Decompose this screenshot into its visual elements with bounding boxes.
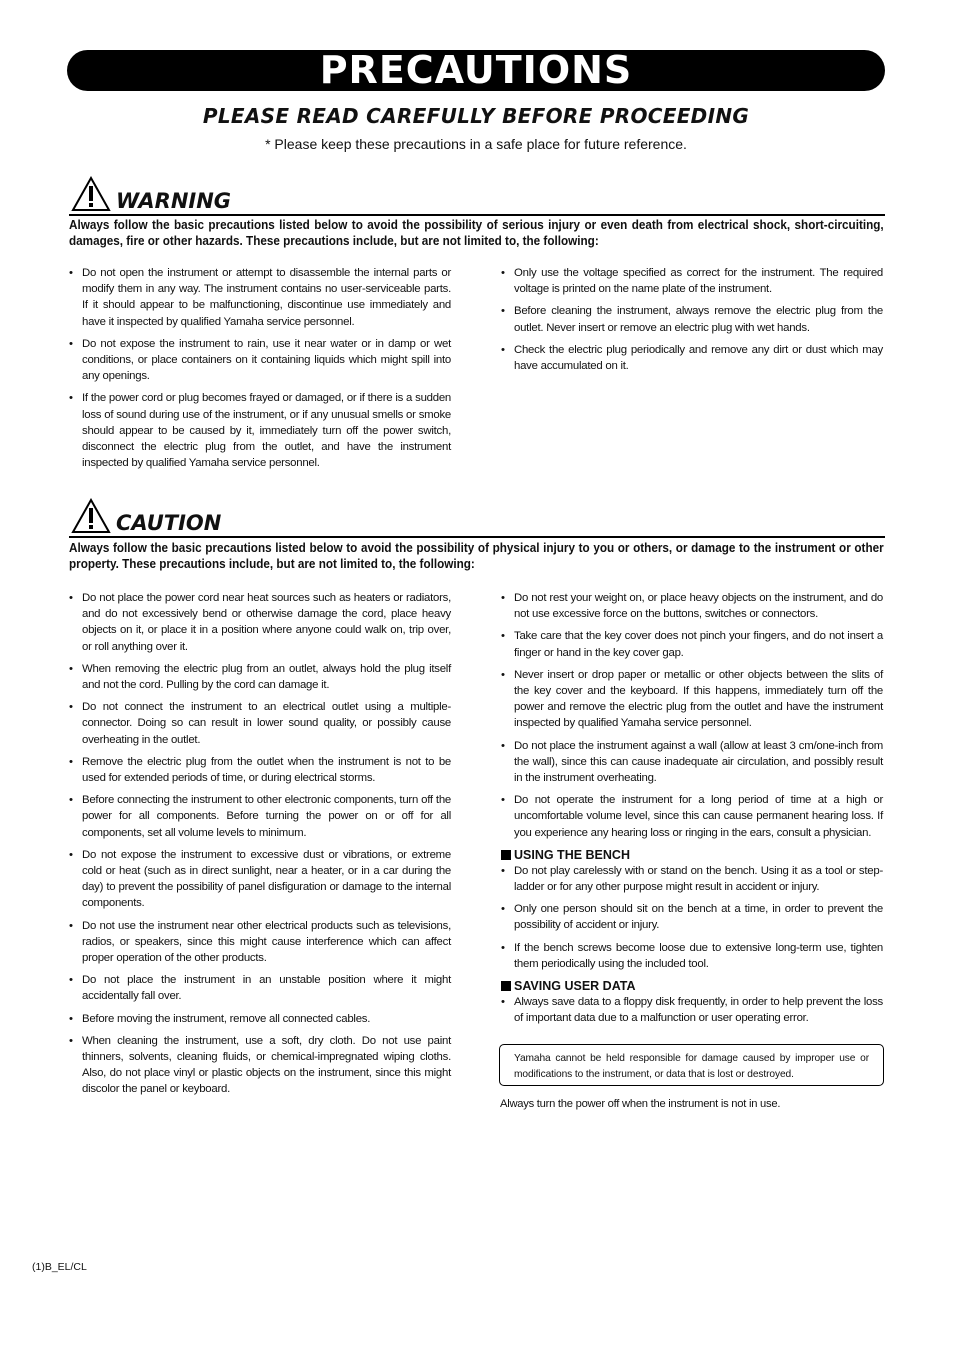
bullet-icon: • bbox=[501, 592, 505, 604]
precaution-text: Only use the voltage specified as correct for the instrument. The required voltage is printed on the name plate of the instrument. bbox=[514, 267, 883, 296]
caution-intro: Always follow the basic precautions listed below to avoid the possibility of physical injury to you or others, or damage to the instrument or other property. These precautions include, but are not limited to, the following: bbox=[69, 541, 884, 571]
bullet-icon: • bbox=[69, 1012, 73, 1025]
bullet-icon: • bbox=[501, 668, 505, 681]
page-subtitle: PLEASE READ CAREFULLY BEFORE PROCEEDING bbox=[202, 104, 750, 128]
precaution-item bbox=[501, 994, 883, 1026]
bullet-icon: • bbox=[501, 794, 505, 807]
bullet-icon: • bbox=[69, 1034, 73, 1047]
precaution-text: When cleaning the instrument, use a soft, dry cloth. Do not use paint thinners, solvents, cleaning fluids, or chemical-impregnated wiping cloths. Also, do not place vinyl or plastic objects on the instrument, since this might discolor the panel or keyboard. bbox=[82, 1034, 451, 1096]
precaution-text: If the power cord or plug becomes frayed or damaged, or if there is a sudden loss of sound during use of the instrument, or if any unusual smells or smoke should appear to be caused by it, immediately turn off the power switch, disconnect the electric plug from the outlet, and have the instrument inspected by qualified Yamaha service personnel. bbox=[82, 392, 451, 470]
precaution-text: Do not place the power cord near heat sources such as heaters or radiators, and do not excessively bend or otherwise damage the cord, place heavy objects on it, or place it in a position where anyone could walk on, trip over, or roll anything over it. bbox=[82, 592, 451, 653]
precaution-text: Never insert or drop paper or metallic or other objects between the slits of the key cover and the keyboard. If this happens, immediately turn off the power and remove the electric plug from the outlet and have the instrument inspected by qualified Yamaha service personnel. bbox=[514, 668, 883, 730]
bullet-icon: • bbox=[501, 903, 505, 916]
liability-notice: Yamaha cannot be held responsible for damage caused by improper use or modifications to the instrument, or data that is lost or destroyed. bbox=[499, 1044, 884, 1086]
precaution-item bbox=[69, 847, 451, 912]
warning-intro: Always follow the basic precautions listed below to avoid the possibility of serious injury or even death from electrical shock, short-circuiting, damages, fire or other hazards. These precautions include, but are not limited to, the following: bbox=[69, 218, 884, 248]
precaution-text: Check the electric plug periodically and remove any dirt or dust which may have accumulated on it. bbox=[514, 343, 883, 373]
bullet-icon: • bbox=[501, 864, 505, 877]
warning-triangle-icon bbox=[71, 176, 111, 212]
precaution-item bbox=[69, 336, 451, 385]
bench-subheading: USING THE BENCH bbox=[501, 847, 883, 863]
precaution-text: Before cleaning the instrument, always remove the electric plug from the outlet. Never insert or remove an electric plug with wet hands. bbox=[514, 305, 883, 334]
precaution-text: When removing the electric plug from an outlet, always hold the plug itself and not the cord. Pulling by the cord can damage it. bbox=[82, 662, 451, 692]
bullet-icon: • bbox=[69, 701, 73, 714]
precaution-item bbox=[69, 265, 451, 330]
precaution-item bbox=[69, 699, 451, 748]
precaution-item bbox=[69, 1011, 451, 1027]
precaution-text: Do not rest your weight on, or place heavy objects on the instrument, and do not use excessive force on the buttons, switches or connectors. bbox=[514, 592, 883, 621]
precaution-item bbox=[501, 265, 883, 297]
precaution-item bbox=[69, 1033, 451, 1098]
caution-triangle-icon bbox=[71, 498, 111, 534]
data-subheading: SAVING USER DATA bbox=[501, 978, 883, 994]
precaution-text: Take care that the key cover does not pinch your fingers, and do not insert a finger or hand in the key cover gap. bbox=[514, 630, 883, 659]
precaution-text: Always save data to a floppy disk frequently, in order to help prevent the loss of important data due to a malfunction or user operating error. bbox=[514, 996, 883, 1025]
bullet-icon: • bbox=[501, 305, 505, 318]
power-off-note: Always turn the power off when the instrument is not in use. bbox=[500, 1098, 781, 1110]
bullet-icon: • bbox=[69, 267, 73, 279]
warning-heading bbox=[69, 174, 885, 216]
precaution-text: If the bench screws become loose due to extensive long-term use, tighten them periodically using the included tool. bbox=[514, 941, 883, 970]
bullet-icon: • bbox=[501, 996, 505, 1009]
caution-title: CAUTION bbox=[116, 511, 222, 535]
precaution-text: Do not connect the instrument to an electrical outlet using a multiple-connector. Doing so can result in lower sound quality, or possibly cause overheating in the outlet. bbox=[82, 701, 451, 746]
precaution-text: Before connecting the instrument to other electronic components, turn off the power for all components. Before turning the power on or off for all components, set all volume levels to minimum. bbox=[82, 794, 451, 839]
bullet-icon: • bbox=[501, 343, 505, 356]
warning-left-list bbox=[69, 265, 451, 471]
precaution-text: Do not open the instrument or attempt to disassemble the internal parts or modify them in any way. The instrument contains no user-serviceable parts. If it should appear to be malfunctioning, discontinue use immediately and have it inspected by qualified Yamaha service personnel. bbox=[82, 267, 451, 328]
warning-right-list bbox=[501, 265, 883, 374]
bullet-icon: • bbox=[69, 794, 73, 807]
precaution-text: Before moving the instrument, remove all connected cables. bbox=[82, 1012, 371, 1025]
precaution-item bbox=[501, 901, 883, 933]
precaution-item bbox=[69, 754, 451, 786]
warning-left-column bbox=[69, 265, 451, 477]
precaution-item bbox=[69, 590, 451, 655]
square-bullet-icon bbox=[501, 981, 511, 991]
precaution-text: Only one person should sit on the bench at a time, in order to prevent the possibility of accident or injury. bbox=[514, 903, 883, 932]
precaution-text: Do not place the instrument against a wall (allow at least 3 cm/one-inch from the wall), since this can cause inadequate air circulation, and possibly result in the instrument overheating. bbox=[514, 739, 883, 785]
precaution-text: Do not place the instrument in an unstable position where it might accidentally fall over. bbox=[82, 974, 451, 1003]
bullet-icon: • bbox=[69, 848, 73, 861]
square-bullet-icon bbox=[501, 850, 511, 860]
precaution-text: Do not operate the instrument for a long period of time at a high or uncomfortable volume level, since this can cause permanent hearing loss. If you experience any hearing loss or ringing in the ears, consult a physician. bbox=[514, 794, 883, 839]
precaution-item bbox=[501, 590, 883, 622]
warning-right-column bbox=[501, 265, 883, 380]
bullet-icon: • bbox=[69, 974, 73, 987]
page-title: PRECAUTIONS bbox=[319, 48, 633, 92]
bullet-icon: • bbox=[501, 630, 505, 643]
precaution-item bbox=[69, 792, 451, 841]
precaution-item bbox=[501, 738, 883, 787]
precaution-item bbox=[501, 628, 883, 660]
precaution-item bbox=[501, 792, 883, 841]
precaution-item bbox=[501, 667, 883, 732]
bullet-icon: • bbox=[69, 662, 73, 675]
bullet-icon: • bbox=[69, 337, 73, 350]
bench-list bbox=[501, 863, 883, 972]
precaution-item bbox=[501, 303, 883, 335]
bullet-icon: • bbox=[501, 739, 505, 752]
precaution-text: Do not expose the instrument to excessive dust or vibrations, or extreme cold or heat (such as in direct sunlight, near a heater, or in a car during the day) to prevent the possibility of panel disfiguration or damage to the internal components. bbox=[82, 848, 451, 910]
precaution-text: Remove the electric plug from the outlet when the instrument is not to be used for extended periods of time, or during electrical storms. bbox=[82, 755, 451, 785]
warning-title: WARNING bbox=[116, 189, 232, 213]
bullet-icon: • bbox=[501, 941, 505, 954]
page-title-banner bbox=[67, 50, 885, 91]
data-list bbox=[501, 994, 883, 1026]
bullet-icon: • bbox=[69, 755, 73, 768]
precaution-item bbox=[501, 863, 883, 895]
precaution-text: Do not expose the instrument to rain, use it near water or in damp or wet conditions, or place containers on it containing liquids which might spill into any openings. bbox=[82, 337, 451, 383]
precaution-item bbox=[69, 661, 451, 693]
bullet-icon: • bbox=[501, 267, 505, 279]
caution-left-list bbox=[69, 590, 451, 1098]
caution-right-column bbox=[501, 590, 883, 1032]
precaution-item bbox=[69, 918, 451, 967]
precaution-item bbox=[69, 390, 451, 471]
bullet-icon: • bbox=[69, 919, 73, 932]
document-code: (1)B_EL/CL bbox=[32, 1261, 87, 1273]
caution-right-list bbox=[501, 590, 883, 841]
caution-heading bbox=[69, 496, 885, 538]
precaution-item bbox=[501, 342, 883, 374]
bullet-icon: • bbox=[69, 392, 73, 405]
precaution-item bbox=[501, 940, 883, 972]
precaution-text: Do not use the instrument near other electrical products such as televisions, radios, or speakers, since this might cause interference which can affect proper operation of the other products. bbox=[82, 919, 451, 965]
keep-note: * Please keep these precautions in a safe place for future reference. bbox=[265, 136, 687, 152]
precaution-text: Do not play carelessly with or stand on the bench. Using it as a tool or step-ladder or for any other purpose might result in accident or injury. bbox=[514, 864, 883, 894]
caution-left-column bbox=[69, 590, 451, 1104]
precaution-item bbox=[69, 972, 451, 1004]
bullet-icon: • bbox=[69, 592, 73, 604]
